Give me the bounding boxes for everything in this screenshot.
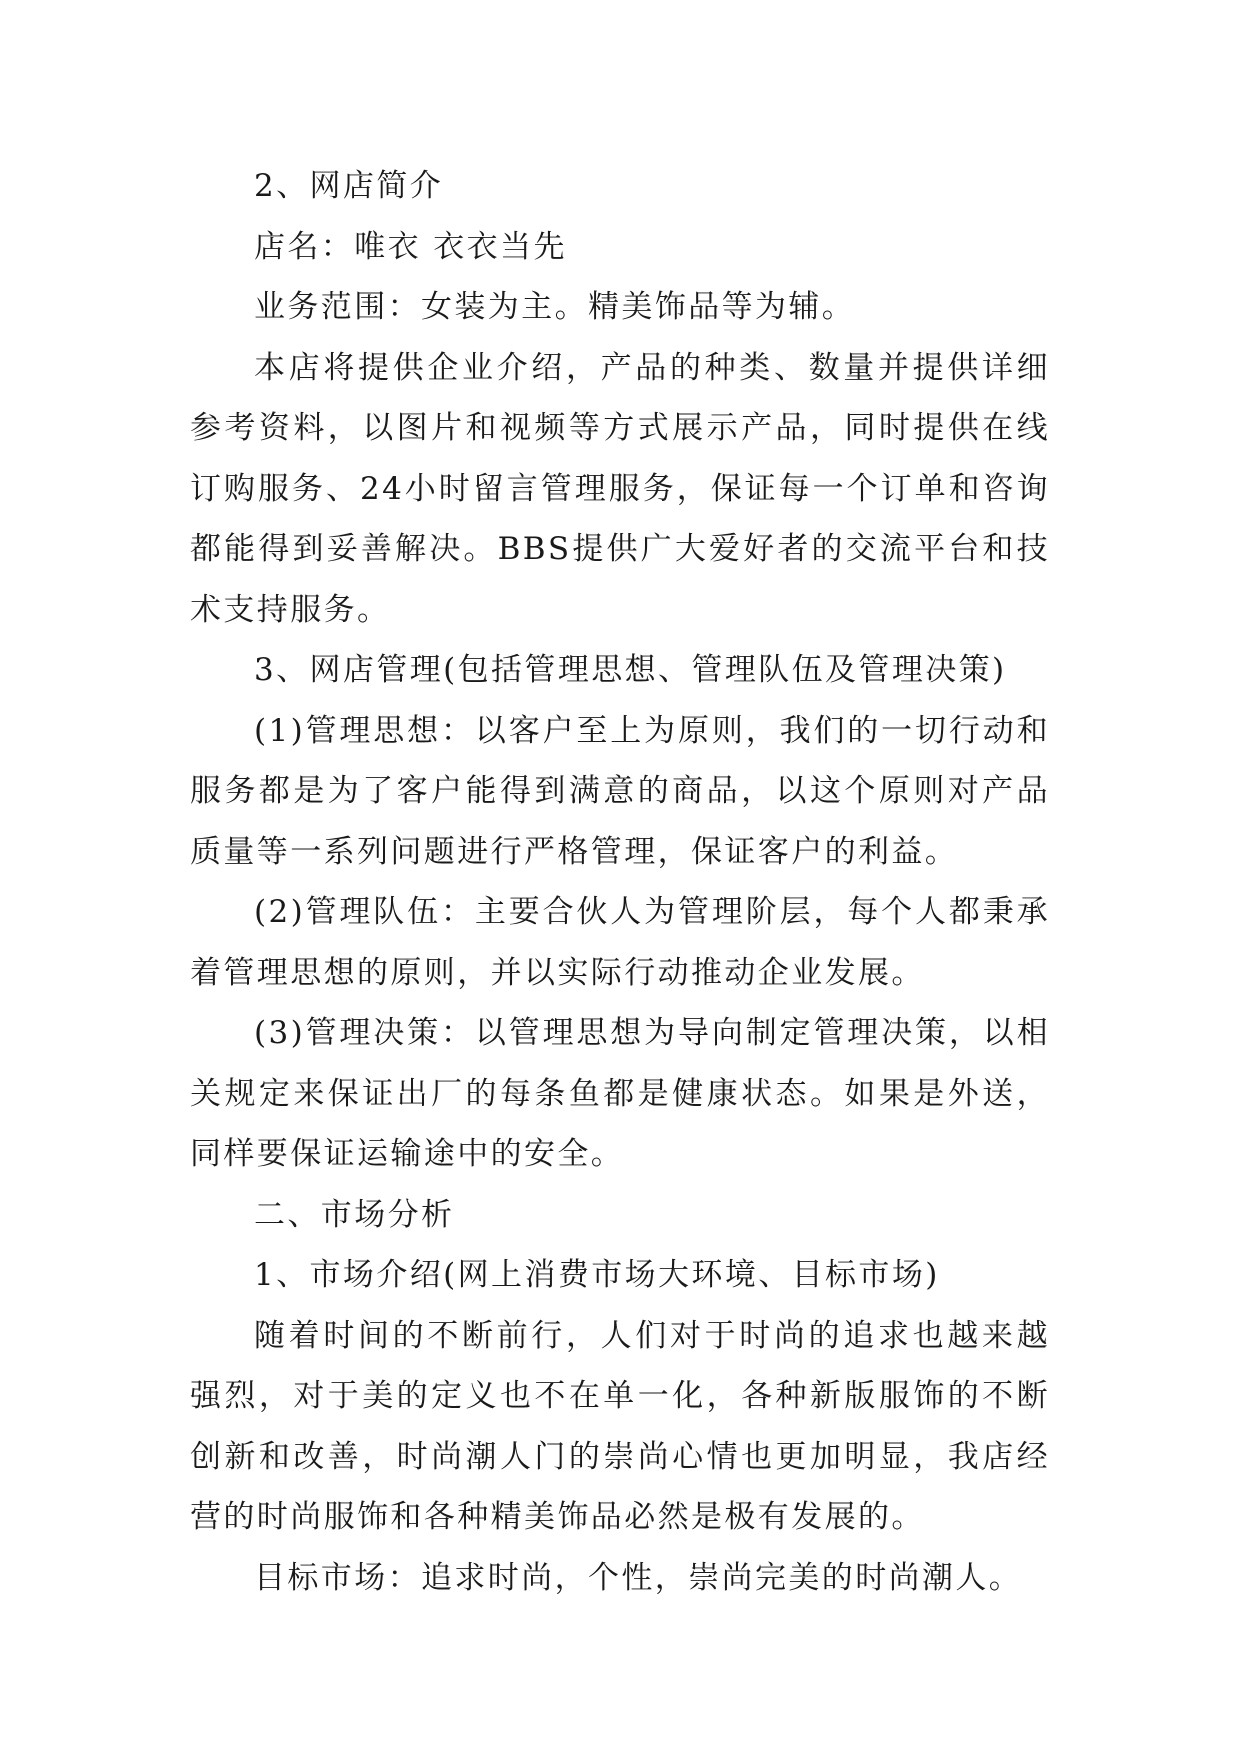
paragraph-management-team: (2)管理队伍：主要合伙人为管理阶层，每个人都秉承着管理思想的原则，并以实际行动推动企业发展。 bbox=[190, 894, 1050, 991]
paragraph-market-trend: 随着时间的不断前行，人们对于时尚的追求也越来越强烈，对于美的定义也不在单一化，各种新版服饰的不断创新和改善，时尚潮人门的崇尚心情也更加明显，我店经营的时尚服饰和各种精美饰品必然是极有发展的。 bbox=[190, 1317, 1050, 1535]
paragraph-shop-name: 店名：唯衣 衣衣当先 bbox=[254, 228, 567, 265]
paragraph-management-philosophy: (1)管理思想：以客户至上为原则，我们的一切行动和服务都是为了客户能得到满意的商品，以这个原则对产品质量等一系列问题进行严格管理，保证客户的利益。 bbox=[190, 712, 1050, 870]
heading-market-analysis: 二、市场分析 bbox=[254, 1196, 455, 1233]
document-body bbox=[190, 156, 1050, 1608]
paragraph-business-scope: 业务范围：女装为主。精美饰品等为辅。 bbox=[254, 289, 856, 325]
paragraph-shop-services: 本店将提供企业介绍，产品的种类、数量并提供详细参考资料，以图片和视频等方式展示产品，同时提供在线订购服务、24小时留言管理服务，保证每一个订单和咨询都能得到妥善解决。BBS提供广大爱好者的交流平台和技术支持服务。 bbox=[190, 349, 1050, 628]
paragraph-management-decisions: (3)管理决策：以管理思想为导向制定管理决策，以相关规定来保证出厂的每条鱼都是健康状态。如果是外送，同样要保证运输途中的安全。 bbox=[190, 1015, 1050, 1172]
heading-shop-intro: 2、网店简介 bbox=[254, 168, 444, 204]
heading-market-intro: 1、市场介绍(网上消费市场大环境、目标市场) bbox=[254, 1257, 940, 1293]
heading-shop-management: 3、网店管理(包括管理思想、管理队伍及管理决策) bbox=[254, 652, 1007, 688]
paragraph-target-market: 目标市场：追求时尚，个性，崇尚完美的时尚潮人。 bbox=[254, 1559, 1023, 1596]
